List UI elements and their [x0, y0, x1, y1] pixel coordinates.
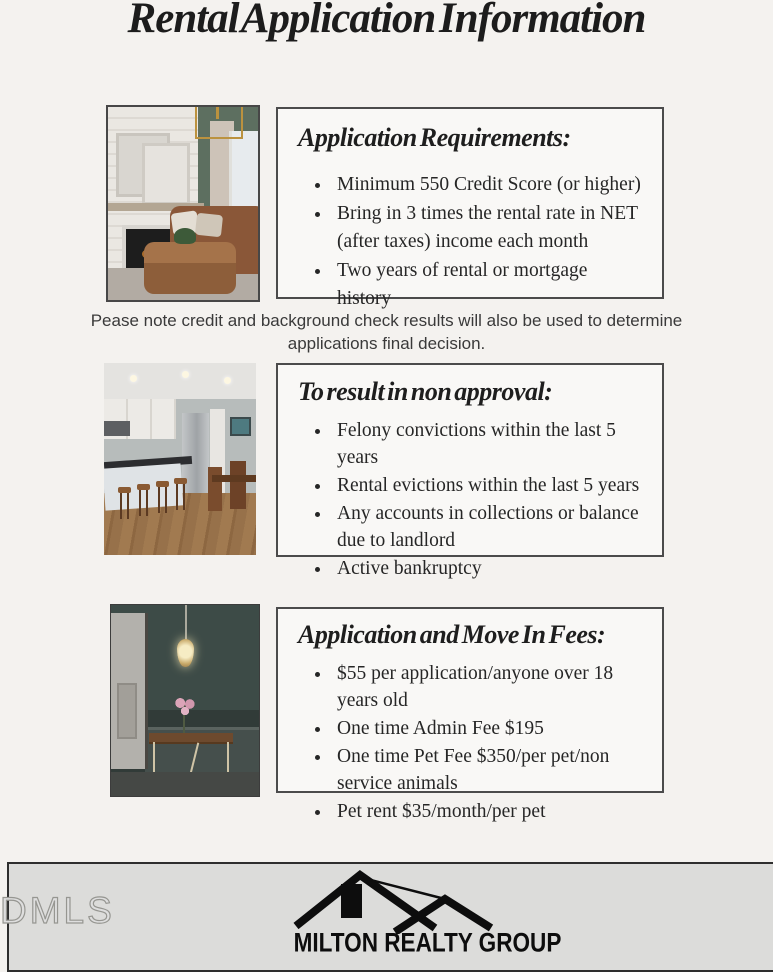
stool	[137, 484, 150, 490]
photo-detail	[230, 461, 246, 509]
requirements-heading: Application Requirements:	[298, 123, 571, 152]
brand-name: MILTON REALTY GROUP	[293, 927, 562, 958]
page-title: Rental Application Information	[127, 0, 646, 42]
photo-detail	[104, 421, 130, 436]
photo-detail	[142, 143, 190, 205]
list-item: • Minimum 550 Credit Score (or higher)	[332, 171, 646, 199]
non-approval-list	[298, 417, 646, 582]
list-item: • Pet rent $35/month/per pet	[332, 798, 646, 825]
list-item: • Any accounts in collections or balance due to landlord	[332, 500, 646, 554]
pendant-light	[177, 639, 194, 667]
photo-detail	[230, 417, 251, 436]
photo-detail	[117, 683, 137, 739]
fees-card	[276, 607, 664, 822]
requirements-list	[298, 171, 646, 313]
photo-detail	[208, 467, 222, 511]
note-line: Pease note credit and background check results will also be used to determine	[90, 311, 683, 330]
orchid	[173, 697, 197, 717]
chandelier	[195, 107, 243, 139]
photo-detail	[224, 377, 231, 384]
stool	[156, 481, 169, 487]
stool	[174, 478, 187, 484]
photo-detail	[195, 213, 223, 238]
list-item: • Bring in 3 times the rental rate in NET (after taxes) income each month	[332, 200, 646, 256]
non-approval-card	[276, 363, 664, 579]
list-item: • $55 per application/anyone over 18 years old	[332, 660, 646, 714]
list-item: • Two years of rental or mortgage history	[332, 257, 646, 313]
non-approval-heading: To result in non approval:	[298, 377, 553, 406]
list-item: • One time Admin Fee $195	[332, 715, 646, 742]
photo-detail	[104, 363, 256, 399]
list-item: • Rental evictions within the last 5 years	[332, 472, 646, 499]
footer	[0, 862, 773, 972]
photo-detail	[212, 475, 256, 482]
dining-nook-photo	[110, 604, 260, 797]
watermark-text: DMLS	[0, 890, 115, 931]
photo-detail	[185, 605, 187, 641]
photo-detail	[145, 727, 259, 730]
note-line: applications final decision.	[287, 334, 486, 353]
roofline-icon	[291, 870, 503, 934]
kitchen-photo	[104, 363, 256, 555]
note-text	[0, 309, 773, 355]
list-item: • Felony convictions within the last 5 years	[332, 417, 646, 471]
list-item: • One time Pet Fee $350/per pet/non service animals	[332, 743, 646, 797]
fees-heading: Application and Move In Fees:	[298, 620, 606, 649]
coffee-table	[144, 242, 236, 294]
fees-list	[298, 660, 646, 825]
milton-realty-logo	[287, 870, 562, 958]
photo-detail	[174, 228, 196, 244]
photo-detail	[111, 772, 259, 796]
photo-detail	[130, 375, 137, 382]
requirements-card	[276, 107, 664, 309]
photo-detail	[182, 371, 189, 378]
list-item: • Active bankruptcy	[332, 555, 646, 582]
living-room-photo	[106, 105, 260, 302]
stool	[118, 487, 131, 493]
console-table	[149, 733, 233, 742]
